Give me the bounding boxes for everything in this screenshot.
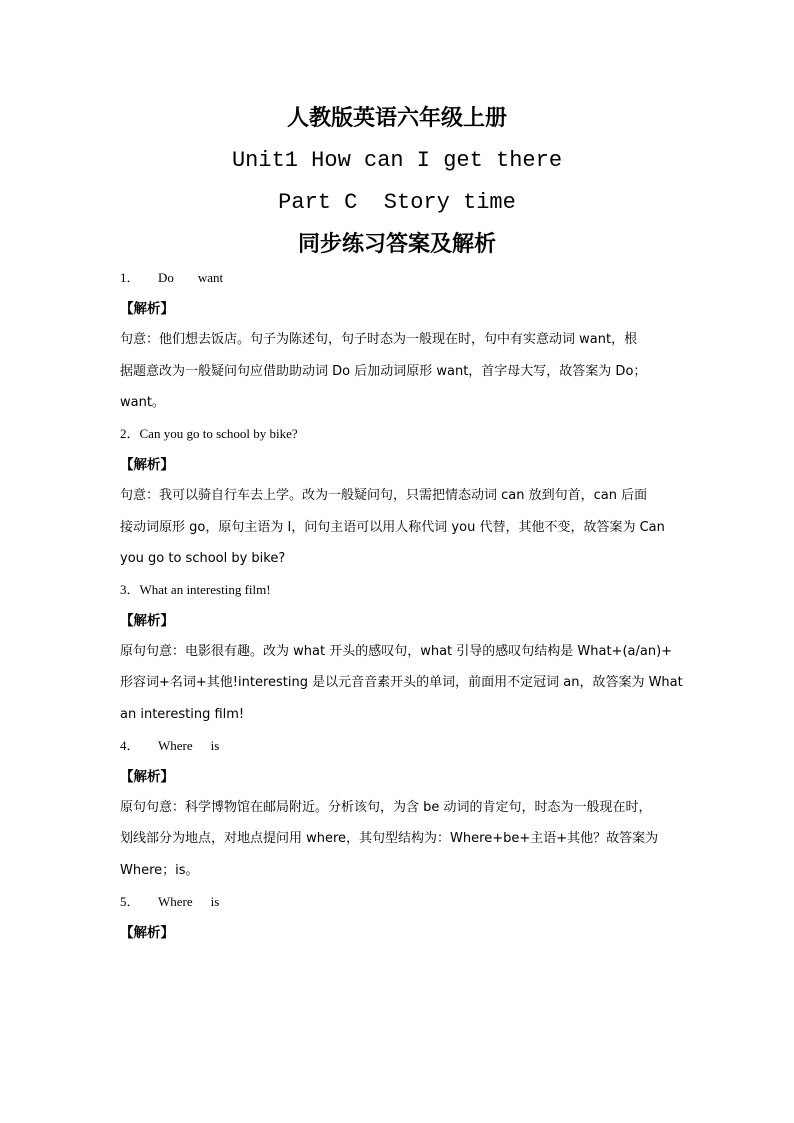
analysis-label: 【解析】 [120,613,174,630]
title-unit: Unit1 How can I get there [231,148,563,173]
item-number: 2． [120,425,140,441]
analysis-label: 【解析】 [120,769,174,785]
answer-line-1 [120,262,680,293]
answer-line-2 [120,418,680,449]
item-number: 4． [120,737,140,753]
analysis-text: want。 [120,394,165,410]
item-number: 3． [120,581,140,597]
analysis-text: 句意：我可以骑自行车去上学。改为一般疑问句，只需把情态动词 can 放到句首，can 后面 [120,488,648,504]
item-number: 1． [120,270,140,285]
title-subtitle: 同步练习答案及解析 [297,232,496,257]
item-number: 5． [120,893,140,909]
analysis-text: 接动词原形 go，原句主语为 I，问句主语可以用人称代词 you 代替，其他不变，故答案为 Can [120,519,665,535]
answer-text: Can you go to school by bike? [139,425,298,441]
answer-line-5 [120,886,680,917]
analysis-text: you go to school by bike? [120,550,286,566]
analysis-label: 【解析】 [120,301,174,318]
answer-text: Where [158,893,193,909]
analysis-label: 【解析】 [120,924,174,941]
title-textbook: 人教版英语六年级上册 [286,106,507,131]
analysis-text: 划线部分为地点，对地点提问用 where，其句型结构为：Where+be+主语+其他？故答案为 [120,831,659,847]
answer-text: What an interesting film! [139,581,271,597]
document-title [0,98,794,266]
answer-text: want [197,270,224,285]
analysis-text: Where；is。 [120,862,199,878]
analysis-text: 句意：他们想去饭店。句子为陈述句，句子时态为一般现在时，句中有实意动词 want，根 [120,332,638,348]
title-part: Part C Story time [278,190,516,215]
answer-text: Do [158,270,174,285]
answer-text: is [210,893,220,909]
answer-line-3 [120,574,680,605]
analysis-text: an interesting film! [120,706,245,722]
analysis-text: 原句句意：电影很有趣。改为 what 开头的感叹句，what 引导的感叹句结构是 What+(a/an)+ [120,644,673,660]
analysis-text: 形容词+名词+其他!interesting 是以元音音素开头的单词，前面用不定冠词 an，故答案为 What [120,675,683,691]
analysis-label: 【解析】 [120,457,174,474]
answer-text: is [210,737,220,753]
answers-body [120,262,683,948]
analysis-text: 原句句意：科学博物馆在邮局附近。分析该句，为含 be 动词的肯定句，时态为一般现在时， [120,800,652,816]
answer-line-4 [120,730,680,761]
answer-text: Where [158,737,193,753]
analysis-text: 据题意改为一般疑问句应借助助动词 Do 后加动词原形 want，首字母大写，故答案为 Do； [120,363,647,379]
